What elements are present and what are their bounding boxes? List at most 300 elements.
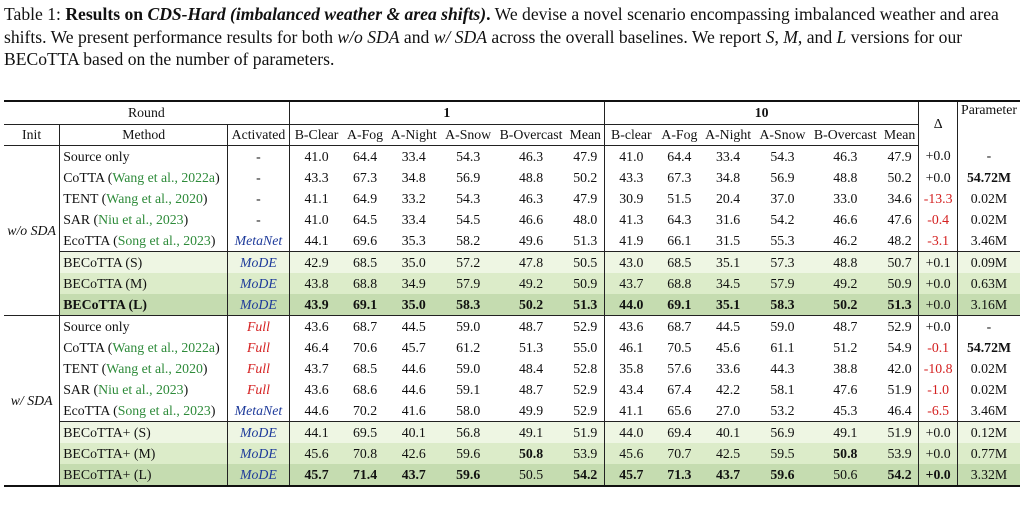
value-cell: 41.0 [289,146,343,168]
value-cell: 59.6 [441,443,496,464]
init-label: w/ SDA [4,316,60,487]
value-cell: 43.8 [289,273,343,294]
caption-title: Results on [65,4,144,24]
header-method: Method [60,125,228,146]
activated-cell: MoDE [228,422,290,444]
value-cell: 44.1 [289,422,343,444]
parameter-cell: 0.09M [957,252,1020,274]
table-row [4,209,1020,230]
caption-w-sda: w/ SDA [433,26,487,47]
activated-cell: - [228,188,290,209]
value-cell: 46.6 [833,211,858,227]
value-cell: 45.3 [833,402,858,418]
table-row [4,188,1020,209]
caption-title-italic: CDS-Hard (imbalanced weather & area shifts) [147,4,487,24]
value-cell: 68.6 [352,381,378,397]
value-cell: 64.3 [667,211,692,227]
value-cell: 43.6 [605,316,658,338]
value-cell: 55.0 [573,339,598,355]
value-cell: 43.7 [387,464,441,486]
value-cell: 51.9 [881,422,919,444]
value-cell: 45.7 [605,464,658,486]
value-cell: 50.9 [567,273,605,294]
value-cell: 34.9 [387,273,441,294]
value-cell: 49.2 [810,273,881,294]
method-name: EcoTTA ( [63,402,118,418]
caption-text-3: across the overall baselines. We report [486,26,766,47]
value-cell: 49.6 [518,232,544,248]
value-cell: 59.6 [755,464,810,486]
value-cell: 57.3 [755,252,810,274]
value-cell: 33.4 [401,211,426,227]
value-cell: 71.4 [343,464,386,486]
value-cell: 52.9 [881,316,919,338]
caption-m: M [783,26,798,47]
table-row [4,316,1020,338]
delta-cell: -6.5 [919,400,958,422]
caption-text-1: We devise a novel scenario encompassing imbalanced weather and area shifts. We present performance results for both [4,4,999,47]
value-cell: 67.3 [667,169,692,185]
table-row [4,230,1020,252]
value-cell: 43.7 [701,464,755,486]
header-col-r10-mean: Mean [881,125,919,146]
table-row [4,464,1020,486]
value-cell: 42.9 [289,252,343,274]
value-cell: 43.0 [605,252,658,274]
method-name: BECoTTA+ (S) [63,424,151,440]
header-col-r1-a-snow: A-Snow [441,125,496,146]
delta-cell: -1.0 [919,379,958,400]
value-cell: 48.7 [810,316,881,338]
value-cell: 50.2 [810,294,881,316]
value-cell: 43.7 [289,358,343,379]
value-cell: 34.5 [701,273,755,294]
method-cell [60,422,228,444]
activated-cell: MoDE [228,443,290,464]
value-cell: 56.8 [441,422,496,444]
value-cell: 64.9 [352,190,378,206]
value-cell: 58.3 [755,294,810,316]
value-cell: 58.3 [441,294,496,316]
value-cell: 50.2 [496,294,567,316]
value-cell: 46.6 [518,211,544,227]
value-cell: 50.5 [567,252,605,274]
value-cell: 52.9 [573,402,598,418]
value-cell: 51.3 [518,339,544,355]
value-cell: 47.9 [887,148,912,164]
value-cell: 31.5 [716,232,741,248]
value-cell: 57.9 [755,273,810,294]
value-cell: 54.3 [456,190,481,206]
value-cell: 20.4 [716,190,741,206]
value-cell: 56.9 [456,169,481,185]
value-cell: 44.0 [605,294,658,316]
table-row [4,379,1020,400]
citation: Wang et al., 2022a [112,169,216,185]
delta-cell: -3.1 [919,230,958,252]
method-cell: SAR (Niu et al., 2023) [60,379,228,400]
delta-cell: +0.0 [919,316,958,338]
value-cell: 43.6 [289,379,343,400]
activated-cell: MoDE [228,464,290,486]
value-cell: 46.2 [833,232,858,248]
value-cell: 61.1 [770,339,795,355]
header-col-r1-a-night: A-Night [387,125,441,146]
parameter-cell: 3.46M [957,400,1020,422]
citation: Song et al., 2023 [117,232,211,248]
value-cell: 59.1 [456,381,481,397]
value-cell: 40.1 [701,422,755,444]
value-cell: 44.1 [289,230,343,252]
table-row [4,273,1020,294]
value-cell: 51.2 [833,339,858,355]
value-cell: 27.0 [716,402,741,418]
delta-cell: +0.0 [919,294,958,316]
method-cell [60,273,228,294]
parameter-cell: 3.32M [957,464,1020,486]
results-table [4,100,1020,487]
value-cell: 47.9 [573,190,598,206]
value-cell: 46.4 [289,337,343,358]
table-row [4,422,1020,444]
value-cell: 54.3 [770,148,795,164]
value-cell: 42.2 [716,381,741,397]
value-cell: 68.5 [658,252,701,274]
value-cell: 57.9 [441,273,496,294]
method-cell [60,443,228,464]
header-col-r1-b-clear: B-Clear [289,125,343,146]
value-cell: 68.8 [343,273,386,294]
header-round: Round [4,101,289,125]
header-round-1: 1 [289,101,604,125]
header-col-r10-a-fog: A-Fog [658,125,701,146]
header-delta: Δ [919,101,958,146]
value-cell: 48.2 [887,232,912,248]
value-cell: 54.2 [770,211,795,227]
value-cell: 47.8 [496,252,567,274]
parameter-cell: 0.77M [957,443,1020,464]
activated-cell: MoDE [228,294,290,316]
delta-cell: -10.8 [919,358,958,379]
value-cell: 54.2 [567,464,605,486]
value-cell: 64.4 [667,148,692,164]
parameter-cell: 0.02M [957,209,1020,230]
value-cell: 42.5 [701,443,755,464]
activated-cell: MoDE [228,273,290,294]
value-cell: 43.6 [289,316,343,338]
value-cell: 69.5 [343,422,386,444]
value-cell: 48.4 [518,360,544,376]
value-cell: 48.7 [496,316,567,338]
value-cell: 46.3 [833,148,858,164]
value-cell: 52.9 [567,316,605,338]
value-cell: 50.2 [573,169,598,185]
method-name: Source only [63,148,130,164]
method-cell: CoTTA (Wang et al., 2022a) [60,167,228,188]
header-init: Init [4,125,60,146]
value-cell: 46.1 [605,337,658,358]
value-cell: 70.8 [343,443,386,464]
value-cell: 57.6 [667,360,692,376]
value-cell: 44.6 [401,360,426,376]
citation: Niu et al., 2023 [98,381,184,397]
value-cell: 41.0 [289,209,343,230]
value-cell: 54.2 [881,464,919,486]
value-cell: 45.6 [605,443,658,464]
value-cell: 43.4 [605,379,658,400]
value-cell: 51.3 [881,294,919,316]
table-row [4,252,1020,274]
value-cell: 51.9 [887,381,912,397]
value-cell: 41.0 [605,146,658,168]
table-row [4,294,1020,316]
method-name: SAR ( [63,381,99,397]
value-cell: 68.5 [343,252,386,274]
value-cell: 51.5 [667,190,692,206]
value-cell: 33.2 [401,190,426,206]
value-cell: 57.2 [441,252,496,274]
caption-l: L [836,26,847,47]
value-cell: 53.9 [881,443,919,464]
value-cell: 50.5 [496,464,567,486]
header-row-round [4,101,1020,125]
parameter-cell: 0.02M [957,379,1020,400]
caption-comma-2: , and [797,26,837,47]
caption-s: S [765,26,775,47]
citation: Wang et al., 2022a [112,339,216,355]
value-cell: 43.3 [289,167,343,188]
activated-cell: MetaNet [228,230,290,252]
parameter-cell: 0.63M [957,273,1020,294]
method-name: EcoTTA ( [63,232,118,248]
value-cell: 59.0 [441,316,496,338]
value-cell: 30.9 [605,188,658,209]
value-cell: 35.3 [401,232,426,248]
delta-cell: +0.0 [919,273,958,294]
value-cell: 41.3 [605,209,658,230]
value-cell: 47.6 [887,211,912,227]
citation: Wang et al., 2020 [106,190,203,206]
value-cell: 54.5 [456,211,481,227]
value-cell: 41.1 [289,188,343,209]
value-cell: 69.4 [658,422,701,444]
value-cell: 58.0 [456,402,481,418]
caption-text-4: versions for our BECoTTA based on the number of parameters. [4,26,963,69]
header-activated: Activated [228,125,290,146]
value-cell: 70.6 [352,339,378,355]
value-cell: 68.7 [343,316,386,338]
value-cell: 70.7 [658,443,701,464]
value-cell: 37.0 [770,190,795,206]
delta-cell: +0.0 [919,146,958,168]
parameter-cell: 3.46M [957,230,1020,252]
activated-cell: Full [228,337,290,358]
caption-text-2: and [399,26,434,47]
value-cell: 68.7 [658,316,701,338]
table-row [4,167,1020,188]
value-cell: 33.6 [716,360,741,376]
value-cell: 35.0 [387,294,441,316]
value-cell: 48.0 [573,211,598,227]
method-cell: TENT (Wang et al., 2020) [60,358,228,379]
value-cell: 70.5 [667,339,692,355]
header-parameter: Parameter [957,101,1020,146]
value-cell: 53.2 [770,402,795,418]
value-cell: 38.8 [833,360,858,376]
delta-cell: -0.1 [919,337,958,358]
value-cell: 35.1 [701,252,755,274]
table-row [4,443,1020,464]
header-col-r1-a-fog: A-Fog [343,125,386,146]
method-name: BECoTTA+ (L) [63,466,152,482]
method-name: SAR ( [63,211,99,227]
value-cell: 54.9 [887,339,912,355]
init-label: w/o SDA [7,222,56,238]
value-cell: 68.8 [658,273,701,294]
citation: Niu et al., 2023 [98,211,184,227]
parameter-cell: 54.72M [957,167,1020,188]
method-name: CoTTA ( [63,339,113,355]
value-cell: 45.6 [289,443,343,464]
method-name: BECoTTA+ (M) [63,445,156,461]
header-col-r1-mean: Mean [567,125,605,146]
value-cell: 46.3 [518,190,544,206]
method-cell: EcoTTA (Song et al., 2023) [60,230,228,252]
activated-cell: - [228,167,290,188]
value-cell: 34.8 [401,169,426,185]
value-cell: 31.6 [716,211,741,227]
value-cell: 35.8 [605,358,658,379]
parameter-cell: 0.12M [957,422,1020,444]
value-cell: 56.9 [770,169,795,185]
caption-label: Table 1: [4,4,61,24]
delta-cell: +0.0 [919,443,958,464]
value-cell: 45.6 [716,339,741,355]
value-cell: 43.3 [605,167,658,188]
value-cell: 50.7 [881,252,919,274]
value-cell: 67.3 [352,169,378,185]
method-name: Source only [63,318,130,334]
value-cell: 35.0 [387,252,441,274]
activated-cell: MetaNet [228,400,290,422]
header-col-r10-b-clear: B-clear [605,125,658,146]
method-name: BECoTTA (S) [63,254,143,270]
value-cell: 33.0 [833,190,858,206]
value-cell: 52.9 [573,381,598,397]
parameter-cell: 54.72M [957,337,1020,358]
value-cell: 34.6 [887,190,912,206]
value-cell: 50.2 [887,169,912,185]
value-cell: 50.9 [881,273,919,294]
value-cell: 33.4 [716,148,741,164]
value-cell: 58.2 [456,232,481,248]
table-row [4,400,1020,422]
delta-cell: +0.0 [919,464,958,486]
delta-cell: -0.4 [919,209,958,230]
value-cell: 59.0 [456,360,481,376]
method-cell [60,252,228,274]
value-cell: 42.0 [887,360,912,376]
table-row [4,337,1020,358]
value-cell: 64.5 [352,211,378,227]
activated-cell: Full [228,316,290,338]
value-cell: 40.1 [387,422,441,444]
caption-title-end: . [486,4,491,24]
method-name: CoTTA ( [63,169,113,185]
value-cell: 49.1 [496,422,567,444]
caption-comma-1: , [774,26,784,47]
value-cell: 68.5 [352,360,378,376]
method-cell: EcoTTA (Song et al., 2023) [60,400,228,422]
value-cell: 46.4 [887,402,912,418]
value-cell: 59.6 [441,464,496,486]
value-cell: 33.4 [401,148,426,164]
caption-wo-sda: w/o SDA [337,26,400,47]
table-row [4,358,1020,379]
method-cell: CoTTA (Wang et al., 2022a) [60,337,228,358]
value-cell: 34.8 [716,169,741,185]
value-cell: 71.3 [658,464,701,486]
value-cell: 52.8 [573,360,598,376]
activated-cell: Full [228,358,290,379]
header-col-r10-a-night: A-Night [701,125,755,146]
value-cell: 50.8 [810,443,881,464]
delta-cell: +0.1 [919,252,958,274]
value-cell: 41.1 [605,400,658,422]
value-cell: 61.2 [456,339,481,355]
value-cell: 47.9 [573,148,598,164]
activated-cell: Full [228,379,290,400]
value-cell: 41.6 [401,402,426,418]
header-col-r10-b-overcast: B-Overcast [810,125,881,146]
method-name: BECoTTA (L) [63,296,147,312]
value-cell: 45.7 [401,339,426,355]
delta-cell: -13.3 [919,188,958,209]
delta-cell: +0.0 [919,167,958,188]
parameter-cell: 3.16M [957,294,1020,316]
value-cell: 44.3 [770,360,795,376]
value-cell: 69.1 [343,294,386,316]
value-cell: 59.0 [755,316,810,338]
method-cell [60,464,228,486]
value-cell: 48.8 [833,169,858,185]
value-cell: 70.2 [352,402,378,418]
header-col-r10-a-snow: A-Snow [755,125,810,146]
value-cell: 44.5 [701,316,755,338]
value-cell: 48.7 [518,381,544,397]
table-row [4,146,1020,168]
value-cell: 45.7 [289,464,343,486]
value-cell: 41.9 [605,230,658,252]
value-cell: 48.8 [518,169,544,185]
value-cell: 44.6 [401,381,426,397]
value-cell: 49.1 [810,422,881,444]
value-cell: 65.6 [667,402,692,418]
parameter-cell: 0.02M [957,358,1020,379]
value-cell: 44.6 [289,400,343,422]
value-cell: 56.9 [755,422,810,444]
parameter-cell: 0.02M [957,188,1020,209]
value-cell: 51.3 [567,294,605,316]
header-round-10: 10 [605,101,919,125]
value-cell: 58.1 [770,381,795,397]
value-cell: 55.3 [770,232,795,248]
parameter-cell: - [957,146,1020,168]
value-cell: 43.7 [605,273,658,294]
delta-cell: +0.0 [919,422,958,444]
value-cell: 66.1 [667,232,692,248]
value-cell: 46.3 [518,148,544,164]
